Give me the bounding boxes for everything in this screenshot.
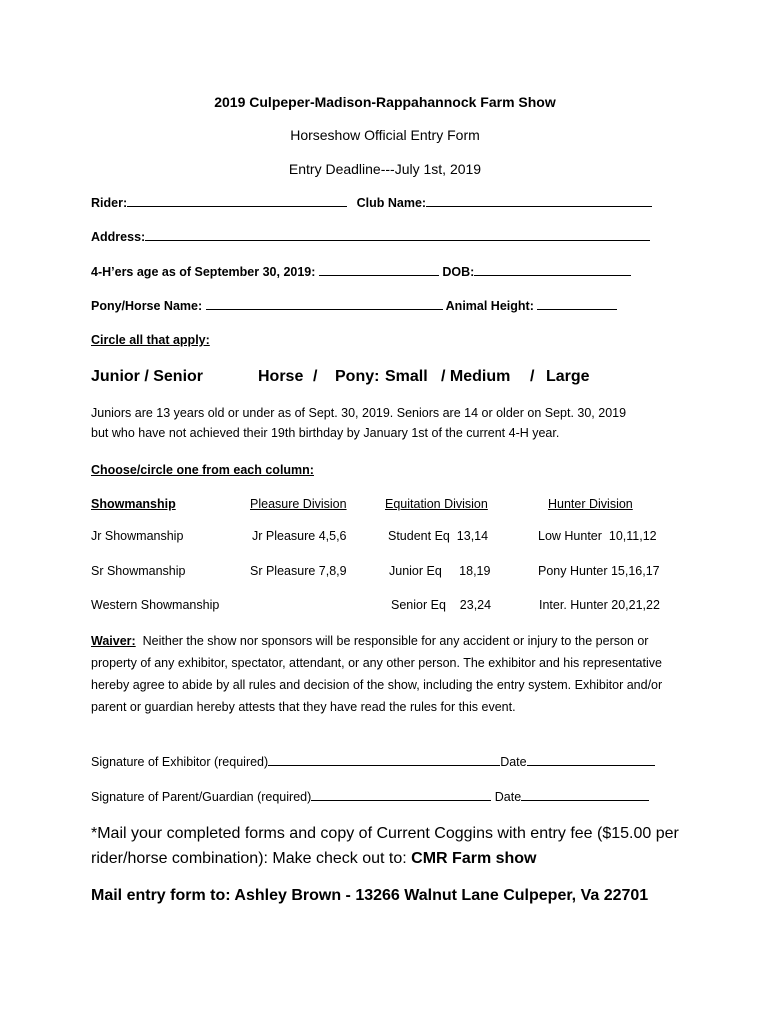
waiver-paragraph [91, 630, 683, 718]
date-label: Date [500, 755, 527, 769]
waiver-text: Neither the show nor sponsors will be responsible for any accident or injury to the person or property of any exhibitor, spectator, attendant, or any other person. The exhibitor and his representative hereby agree to abide by all rules and decision of the show, including the entry system. Exhibitor and/or parent or guardian hereby attests that they have read the rules for this event. [91, 634, 663, 714]
date-label: Date [494, 790, 522, 804]
junior-senior-option[interactable]: Junior / Senior [91, 368, 204, 385]
class-option[interactable]: Inter. Hunter 20,21,22 [539, 598, 660, 612]
choose-heading: Choose/circle one from each column: [91, 463, 314, 477]
medium-option[interactable]: / Medium [441, 368, 511, 385]
parent-date-blank[interactable] [521, 789, 649, 801]
entry-deadline: Entry Deadline---July 1st, 2019 [288, 161, 482, 177]
animal-height-blank[interactable] [537, 298, 617, 310]
payee-name: CMR Farm show [411, 850, 537, 867]
option-separator: / [313, 368, 318, 385]
address-field[interactable] [91, 229, 650, 244]
class-option[interactable]: Western Showmanship [91, 598, 220, 612]
form-subtitle: Horseshow Official Entry Form [290, 127, 480, 143]
rider-field[interactable] [91, 195, 652, 210]
class-option[interactable]: Low Hunter 10,11,12 [538, 529, 657, 543]
parent-signature-field[interactable] [91, 789, 649, 804]
column-header-equitation: Equitation Division [385, 497, 488, 511]
age-note-line1: Juniors are 13 years old or under as of Sept. 30, 2019. Seniors are 14 or older on Sept. 30, 2019 [91, 406, 627, 420]
club-name-label: Club Name: [356, 196, 427, 210]
exhibitor-date-blank[interactable] [527, 754, 655, 766]
option-separator: / [530, 368, 535, 385]
pony-horse-name-blank[interactable] [206, 298, 443, 310]
pony-horse-field[interactable] [91, 298, 617, 313]
dob-label: DOB: [442, 265, 475, 279]
class-option[interactable]: Junior Eq 18,19 [389, 564, 491, 578]
club-name-blank[interactable] [426, 195, 652, 207]
pony-horse-name-label: Pony/Horse Name: [91, 299, 203, 313]
class-option[interactable]: Jr Pleasure 4,5,6 [252, 529, 347, 543]
large-option[interactable]: Large [546, 368, 590, 385]
address-blank[interactable] [145, 229, 650, 241]
exhibitor-signature-blank[interactable] [268, 754, 500, 766]
class-option[interactable]: Sr Pleasure 7,8,9 [250, 564, 347, 578]
pony-label: Pony: [335, 368, 380, 385]
age-label: 4-H’ers age as of September 30, 2019: [91, 265, 316, 279]
small-option[interactable]: Small [385, 368, 428, 385]
animal-height-label: Animal Height: [445, 299, 534, 313]
waiver-label: Waiver: [91, 634, 136, 648]
column-header-pleasure: Pleasure Division [250, 497, 347, 511]
class-option[interactable]: Pony Hunter 15,16,17 [538, 564, 660, 578]
class-option[interactable]: Sr Showmanship [91, 564, 186, 578]
rider-blank[interactable] [127, 195, 347, 207]
rider-label: Rider: [91, 196, 128, 210]
class-option[interactable]: Student Eq 13,14 [388, 529, 489, 543]
exhibitor-signature-label: Signature of Exhibitor (required) [91, 755, 269, 769]
mail-address: Mail entry form to: Ashley Brown - 13266 Walnut Lane Culpeper, Va 22701 [91, 887, 649, 904]
class-option[interactable]: Senior Eq 23,24 [391, 598, 492, 612]
address-label: Address: [91, 230, 146, 244]
column-header-hunter: Hunter Division [548, 497, 633, 511]
parent-signature-blank[interactable] [311, 789, 491, 801]
horse-option[interactable]: Horse [258, 368, 304, 385]
age-blank[interactable] [319, 264, 439, 276]
column-header-showmanship: Showmanship [91, 497, 176, 511]
parent-signature-label: Signature of Parent/Guardian (required) [91, 790, 312, 804]
mail-instructions-text: *Mail your completed forms and copy of Current Coggins with entry fee ($15.00 per rider/horse combination): Make check out to: [91, 825, 679, 867]
mail-instructions [91, 821, 681, 871]
class-option[interactable]: Jr Showmanship [91, 529, 184, 543]
exhibitor-signature-field[interactable] [91, 754, 655, 769]
circle-heading: Circle all that apply: [91, 333, 210, 347]
form-title: 2019 Culpeper-Madison-Rappahannock Farm Show [214, 94, 556, 110]
dob-blank[interactable] [474, 264, 631, 276]
age-note-line2: but who have not achieved their 19th birthday by January 1st of the current 4-H year. [91, 426, 560, 440]
age-field[interactable] [91, 264, 631, 279]
